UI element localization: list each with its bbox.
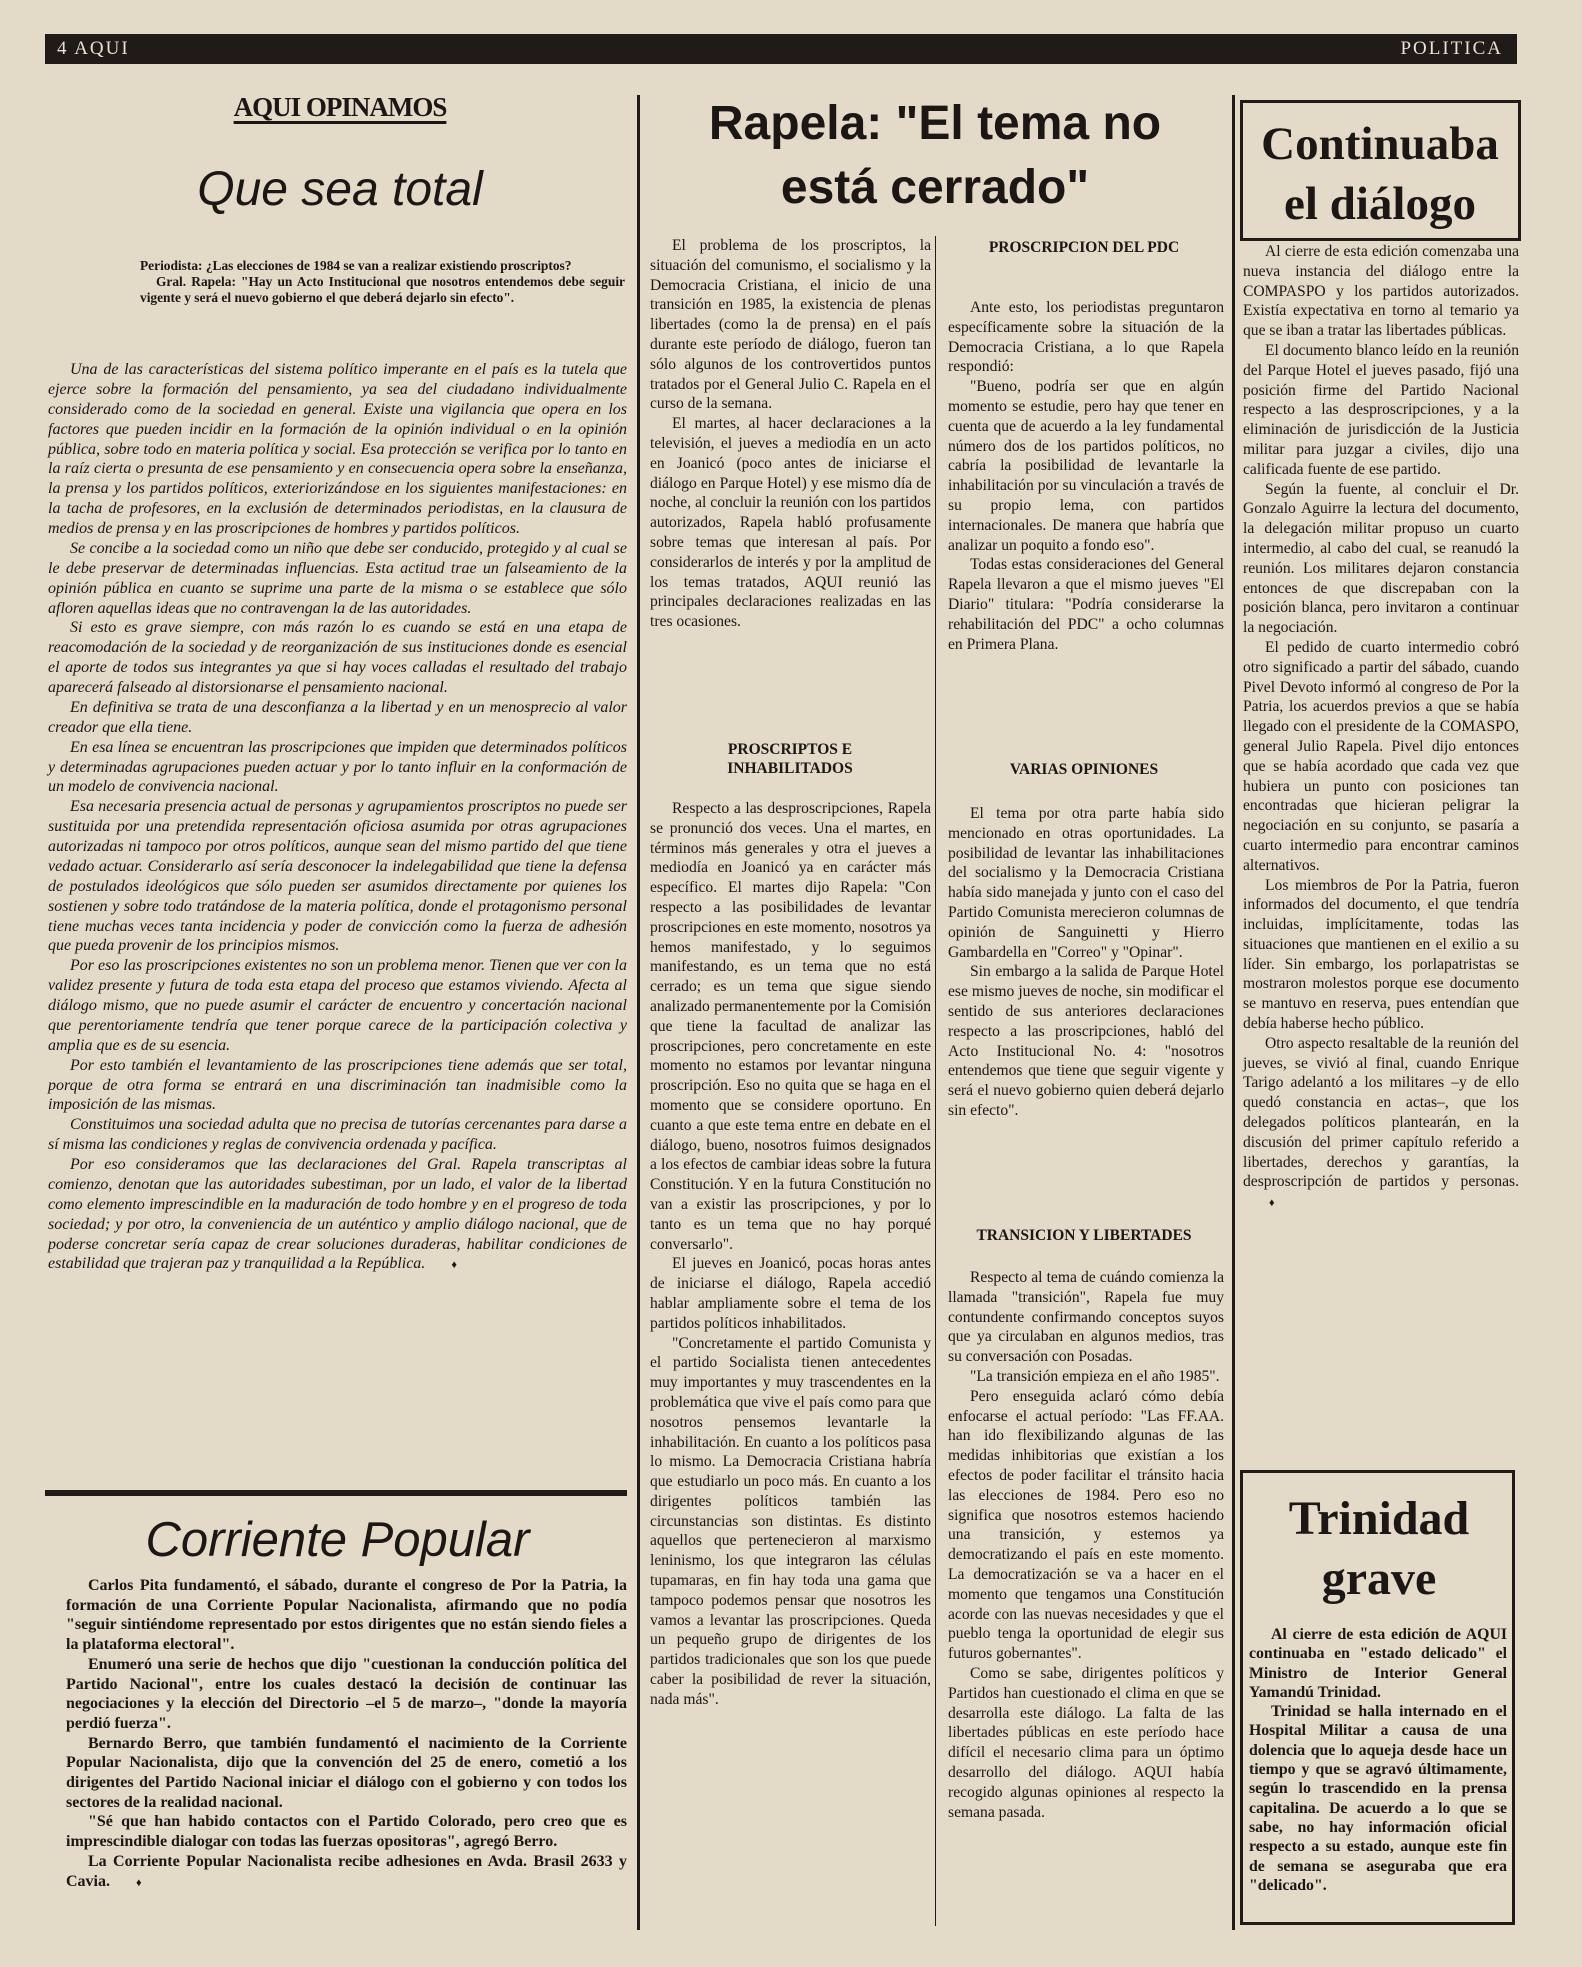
dialogo-paragraph (1243, 1034, 1519, 1214)
dialogo-body (1243, 242, 1519, 1214)
logo-text: AQUI OPINAMOS (233, 92, 447, 122)
opinion-paragraph: Constituimos una sociedad adulta que no precisa de tutorías cercenantes para darse a sí misma las condiciones y reglas de convivencia ordenada y pacífica. (48, 1116, 627, 1154)
section-name: POLITICA (1400, 38, 1503, 59)
rapela-col1-intro (650, 236, 931, 632)
column-rule-left (637, 95, 640, 1930)
page-header-bar (45, 34, 1517, 64)
dialogo-paragraph: El pedido de cuarto intermedio cobró otro significado a partir del sábado, cuando Pivel Devoto informó al congreso de Por la Patria, los acuerdos previos a que se había llegado con el presidente de la COMASPO, general Julio Rapela. Pivel dijo entonces que se había acordado que cada vez que hubiera un punto con posiciones tan encontradas que hicieran peligrar la negociación en su conjunto, se pasaría a cuarto intermedio para encontrar caminos alternativos. (1243, 638, 1519, 874)
dialogo-paragraph: Según la fuente, al concluir el Dr. Gonzalo Aguirre la lectura del documento, la delegación militar propuso un cuarto intermedio, al cabo del cual, se reanudó la reunión. Los militares dejaron constancia entonces de que discrepaban con la posición blanca, pero invitaron a continuar la negociación. (1243, 480, 1519, 637)
opinion-paragraph: En esa línea se encuentran las proscripciones que impiden que determinados políticos y determinadas agrupaciones pueden actuar y por lo tanto influir en la conformación de un modelo de convivencia nacional. (48, 738, 627, 796)
rapela-paragraph: Como se sabe, dirigentes políticos y Partidos han cuestionado el clima en que se desarrolla este diálogo. La falta de las libertades públicas en este período hace difícil el necesario clima para un óptimo desarrollo del diálogo. AQUI había recogido algunas opiniones al respecto la semana pasada. (948, 1664, 1224, 1821)
trinidad-body (1249, 1625, 1507, 1895)
rapela-paragraph: El tema por otra parte había sido mencionado en otras oportunidades. La posibilidad de levantar las inhabilitaciones del socialismo y la Democracia Cristiana había sido manejada y junto con el caso del Partido Comunista merecieron columnas de opinión de Sanguinetti y Hierro Gambardella en "Correo" y "Opinar". (948, 805, 1224, 961)
page-number-section: 4 AQUI (57, 38, 130, 59)
opinion-paragraph: Esa necesaria presencia actual de personas y agrupamientos proscriptos no puede ser sustituida por una pretendida representación oficiosa asumida por otras agrupaciones autorizadas ni tampoco por otros políticos, aunque sean del mismo partido del que tiene vedado actuar. Considerarlo así sería desconocer la indelegabilidad que tiene la defensa de postulados ideológicos que sólo pueden ser asumidos directamente por quienes los sostienen y sobre todo tratándose de la materia política, donde el protagonismo personal tiene muchas veces tanta incidencia y poder de convicción como la fuerza de adhesión que pueda provenir de los principios mismos. (48, 798, 627, 955)
opinion-paragraph: En definitiva se trata de una desconfianza a la libertad y en un menosprecio al valor creador que ella tiene. (48, 698, 627, 736)
corriente-paragraph: Carlos Pita fundamentó, el sábado, durante el congreso de Por la Patria, la formación de una Corriente Popular Nacionalista, afirmando que no podía "seguir sintiéndome representado por estos dirigentes que no están siendo fieles a la plataforma electoral". (66, 1577, 627, 1654)
dialogo-paragraph: Al cierre de esta edición comenzaba una nueva instancia del diálogo entre la COMPASPO y los partidos autorizados. Existía expectativa en torno al temario ya que se iban a tratar las libertades públicas. (1243, 243, 1519, 340)
rapela-paragraph: El problema de los proscriptos, la situación del comunismo, el socialismo y la Democracia Cristiana, el inicio de una transición en 1985, la existencia de plenas libertades (como la de prensa) en el país durante este período de diálogo, fueron tan sólo algunos de los controvertidos puntos tratados por el General Julio C. Rapela en el curso de la semana. (650, 237, 931, 413)
trinidad-headline: Trinidad grave (1288, 1492, 1470, 1605)
intro-question: Periodista: ¿Las elecciones de 1984 se van a realizar existiendo proscriptos? (140, 258, 572, 273)
subhead-proscriptos: PROSCRIPTOS E INHABILITADOS (727, 741, 853, 777)
corriente-title: Corriente Popular (145, 1513, 530, 1567)
end-mark: ♦ (1269, 1197, 1275, 1210)
trinidad-box (1240, 1470, 1515, 1925)
rapela-paragraph: "La transición empieza en el año 1985". (970, 1367, 1220, 1385)
rapela-paragraph: Ante esto, los periodistas preguntaron específicamente sobre la situación de la Democracia Cristiana, a lo que Rapela respondió: (948, 299, 1224, 376)
rapela-paragraph: El martes, al hacer declaraciones a la televisión, el jueves a mediodía en un acto en Joanicó (poco antes de iniciarse el diálogo en Parque Hotel) y ese mismo día de noche, al concluir la reunión con los partidos autorizados, Rapela habló profusamente sobre temas que interesan al país. Por considerarlos de interés y por la amplitud de los temas tratados, AQUI reunió las principales declaraciones realizadas en las tres ocasiones. (650, 415, 931, 631)
rapela-paragraph: Pero enseguida aclaró cómo debía enfocarse el actual período: "Las FF.AA. han ido flexibilizando algunas de las medidas inhibitorias que existían a los efectos de poder facilitar el tránsito hacia las elecciones de 1984. Pero eso no significa que nosotros estemos haciendo una transición, y estemos ya democratizando el país en este momento. La democratización se va a hacer en el momento que tengamos una Constitución acorde con las nuevas necesidades y que el pueblo tenga la oportunidad de elegir sus futuros gobernantes". (948, 1387, 1224, 1663)
dialogo-last-text: Otro aspecto resaltable de la reunión del jueves, se vivió al final, cuando Enrique Tarigo adelantó a los militares –y de ello quedó constancia en actas–, que los delegados políticos plantearán, en la discusión del primer capítulo referido a libertades, derechos y garantías, la desproscripción de partidos y personas. (1243, 1034, 1519, 1191)
column-rule-right (1232, 95, 1235, 1930)
dialogo-headline: Continuaba el diálogo (1261, 118, 1499, 230)
column-rule-middle-thin (935, 236, 936, 1926)
rapela-col2-c (948, 1268, 1224, 1822)
opinion-title: Que sea total (197, 163, 483, 216)
opinion-paragraph: Por esto también el levantamiento de las proscripciones tiene además que ser total, porque de otra forma se entrará en una discriminación tan inadmisible como la imposición de las mismas. (48, 1056, 627, 1114)
rapela-paragraph: Respecto a las desproscripciones, Rapela se pronunció dos veces. Una el martes, en términos más generales y otra el jueves a mediodía en Joanicó ya en carácter más específico. El martes dijo Rapela: "Con respecto a las posibilidades de levantar proscripciones en este momento, nosotros ya hemos manifestado, y lo seguimos manifestando, es un tema que no está cerrado; es un tema que sigue siendo analizado permanentemente por la Comisión que tiene la facultad de analizar las proscripciones, pero concretamente en este momento no estamos por levantar ninguna proscripción. Eso no quita que se haga en el momento que se considere oportuno. En cuanto a que este tema entre en debate en el diálogo, bueno, nosotros fuimos designados a los efectos de cambiar ideas sobre la futura Constitución. Y en la futura Constitución no van a existir las proscripciones, y por lo tanto es un tema que no hay porqué conversarlo". (650, 800, 931, 1253)
rapela-paragraph: Todas estas consideraciones del General Rapela llevaron a que el mismo jueves "El Diario" titulara: "Podría considerarse la rehabilitación del PDC" a ocho columnas en Primera Plana. (948, 556, 1224, 653)
rapela-paragraph: "Concretamente el partido Comunista y el partido Socialista tienen antecedentes muy importantes y muy trascendentes en la problemática que vive el país como para que nosotros pensemos levantarle la inhabilitación. En cuanto a los políticos pasa lo mismo. La Democracia Cristiana habría que estudiarlo un poco más. En cuanto a los dirigentes políticos también las circunstancias son distintas. Es distinto aquellos que pertenecieron al marxismo leninismo, los que integraron las células tupamaras, en fin hay toda una gama que tampoco podemos pensar que nosotros les vamos a levantar las proscripciones. Queda un pequeño grupo de dirigentes de los partidos tradicionales que son los que puede caber la posibilidad de rever la situación, nada más". (650, 1334, 931, 1708)
aqui-opinamos-logo (211, 92, 469, 132)
intro-answer: Gral. Rapela: "Hay un Acto Institucional que nosotros entendemos debe seguir vigente y será el nuevo gobierno el que deberá dejarlo sin efecto". (140, 274, 625, 305)
rapela-paragraph: Respecto al tema de cuándo comienza la llamada "transición", Rapela fue muy contundente confirmando conceptos suyos que ya circulaban en algunos medios, tras su conversación con Posadas. (948, 1269, 1224, 1366)
opinion-last-text: Por eso consideramos que las declaraciones del Gral. Rapela transcriptas al comienzo, denotan que las autoridades subestiman, por un lado, el valor de la libertad como elemento imprescindible en la maduración de todo hombre y en el progreso de toda sociedad; y por otro, la conveniencia de un auténtico y amplio diálogo nacional, que de poderse concretar sería capaz de crear soluciones duraderas, habilitar condiciones de estabilidad que trajeran paz y tranquilidad a la República. (48, 1156, 627, 1273)
opinion-paragraph: Una de las características del sistema político imperante en el país es la tutela que ejerce sobre la formación del pensamiento, ya sea del ciudadano individualmente considerado como de la sociedad en general. Existe una vigilancia que opera en los factores que pueden incidir en la formación de la opinión individual o en la opinión pública, sobre todo en materia política y social. Esa protección se verifica por lo tanto en la raíz cierta o presunta de ese pensamiento y en consecuencia opera sobre la enseñanza, la prensa y los partidos políticos, exteriorizándose en los siguientes manifestaciones: en la tacha de profesores, en la exclusión de determinados periodistas, en la clausura de medios de prensa y en las proscripciones de hombres y partidos políticos. (48, 361, 627, 537)
rapela-paragraph: El jueves en Joanicó, pocas horas antes de iniciarse el diálogo, Rapela accedió hablar ampliamente sobre el tema de los partidos políticos inhabilitados. (650, 1255, 931, 1332)
trinidad-paragraph: Trinidad se halla internado en el Hospital Militar a causa de una dolencia que lo aqueja desde hace un tiempo y que se agravó últimamente, según lo trascendido en la prensa capitalina. De acuerdo a lo que se sabe, no hay información oficial respecto a su estado, aunque este fin de semana se aseguraba que era "delicado". (1249, 1703, 1507, 1894)
corriente-paragraph: Enumeró una serie de hechos que dijo "cuestionan la conducción política del Partido Nacional", entre los cuales destacó la decisión de continuar las negociaciones y la elección del Directorio –el 5 de marzo–, "donde la mayoría perdió fuerza". (66, 1655, 627, 1732)
rapela-headline: Rapela: "El tema no está cerrado" (708, 97, 1162, 214)
dialogo-paragraph: Los miembros de Por la Patria, fueron informados del documento, el que tendría incluidas, implícitamente, todas las situaciones que mantienen en el exilio a su líder. Sin embargo, los porlapatristas se mostraron molestos porque ese documento se mantuvo en reserva, pues entendían que debía haberse hecho público. (1243, 876, 1519, 1033)
corriente-body (66, 1576, 627, 1893)
subhead-pdc: PROSCRIPCION DEL PDC (988, 239, 1180, 256)
subhead-varias: VARIAS OPINIONES (1009, 761, 1159, 778)
end-mark: ♦ (451, 1259, 457, 1272)
dialogo-paragraph: El documento blanco leído en la reunión del Parque Hotel el jueves pasado, fijó una posición firme del Partido Nacional respecto a las desproscripciones, y a la eliminación de jurisdicción de la Justicia militar para juzgar a civiles, dijo una calificada fuente de ese partido. (1243, 341, 1519, 478)
opinion-paragraph: Si esto es grave siempre, con más razón lo es cuando se está en una etapa de reacomodación de la sociedad y de reorganización de sus instituciones donde es esencial el aporte de todos sus integrantes ya que si hay voces calladas el resultado del trabajo aparecerá falseado al distorsionarse el pensamiento nacional. (48, 619, 627, 696)
rapela-col2-b (948, 804, 1224, 1121)
rapela-col2-a (948, 298, 1224, 654)
rapela-paragraph: Sin embargo a la salida de Parque Hotel ese mismo jueves de noche, sin modificar el sentido de sus anteriores declaraciones respecto a las proscripciones, habló del Acto Institucional No. 4: "nosotros entendemos que tiene que seguir vigente y será el nuevo gobierno quien deberá dejarlo sin efecto". (948, 963, 1224, 1119)
corriente-last-text: La Corriente Popular Nacionalista recibe adhesiones en Avda. Brasil 2633 y Cavia. (66, 1852, 627, 1890)
opinion-paragraph (48, 1155, 627, 1276)
end-mark: ♦ (136, 1876, 142, 1889)
section-divider-left (45, 1490, 627, 1496)
subhead-transicion: TRANSICION Y LIBERTADES (976, 1227, 1192, 1244)
opinion-paragraph: Por eso las proscripciones existentes no son un problema menor. Tienen que ver con la validez presente y futura de toda esta etapa del proceso que estamos viviendo. Afecta al diálogo mismo, que no puede asumir el carácter de encuentro y concertación nacional que perentoriamente tendría que tener porque carece de la participación colectiva y amplia que es de su esencia. (48, 957, 627, 1054)
corriente-paragraph: "Sé que han habido contactos con el Partido Colorado, pero creo que es imprescindible dialogar con todas las fuerzas opositoras", agregó Berro. (66, 1813, 627, 1851)
opinion-body (48, 360, 627, 1276)
opinion-paragraph: Se concibe a la sociedad como un niño que debe ser conducido, protegido y al cual se le debe preservar de determinadas influencias. Esta actitud trae un falseamiento de la opinión pública en cuanto se suprime una parte de la misma o se establece que sólo afloren aquellas ideas que no contravengan la de las autoridades. (48, 539, 627, 617)
trinidad-paragraph: Al cierre de esta edición de AQUI continuaba en "estado delicado" el Ministro de Interior General Yamandú Trinidad. (1249, 1626, 1507, 1701)
rapela-paragraph: "Bueno, podría ser que en algún momento se estudie, pero hay que tener en cuenta que de acuerdo a la ley fundamental número dos de los partidos políticos, no cabría la posibilidad de levantarle la inhabilitación por su vinculación a través de su propio lema, con partidos internacionales. De manera que habría que analizar un poquito a fondo eso". (948, 378, 1224, 554)
corriente-paragraph (66, 1852, 627, 1893)
corriente-paragraph: Bernardo Berro, que también fundamentó el nacimiento de la Corriente Popular Nacionalista, dijo que la convención del 25 de enero, cometió a los dirigentes del Partido Nacional iniciar el diálogo con el gobierno y con todos los sectores de la realidad nacional. (66, 1734, 627, 1811)
rapela-col1-body (650, 799, 931, 1710)
opinion-intro (140, 258, 625, 306)
